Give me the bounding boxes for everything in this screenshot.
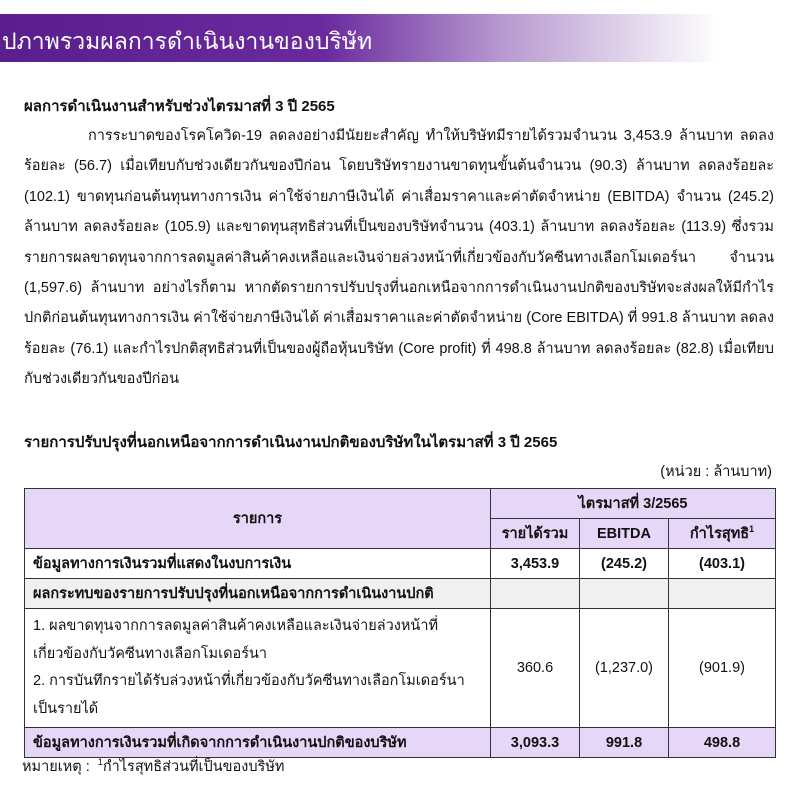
table-heading: รายการปรับปรุงที่นอกเหนือจากการดำเนินงานปกติของบริษัทในไตรมาสที่ 3 ปี 2565: [24, 434, 558, 451]
adjustment-item-2: 2. การบันทึกรายได้รับล่วงหน้าที่เกี่ยวข้องกับวัคซีนทางเลือกโมเดอร์นาเป็นรายได้: [33, 673, 465, 717]
col-item-header: รายการ: [25, 489, 491, 549]
col-revenue: รายได้รวม: [491, 519, 580, 549]
footnote: หมายเหตุ : $^1$กำไรสุทธิส่วนที่เป็นของบริษัท: [22, 757, 285, 775]
col-group-header: ไตรมาสที่ 3/2565: [491, 489, 776, 519]
section-heading: ผลการดำเนินงานสำหรับช่วงไตรมาสที่ 3 ปี 2565: [24, 98, 335, 115]
banner-title: ปภาพรวมผลการดำเนินงานของบริษัท: [2, 28, 373, 54]
col-net-profit: กำไรสุทธิ$^1$: [669, 519, 776, 549]
summary-paragraph: การระบาดของโรคโควิด-19 ลดลงอย่างมีนัยยะสำคัญ ทำให้บริษัทมีรายได้รวมจำนวน 3,453.9 ล้านบาท ลดลงร้อยละ (56.7) เมื่อเทียบกับช่วงเดียวกันของปีก่อน โดยบริษัทรายงานขาดทุนขั้นต้นจำนวน (90.3) ล้านบาท ลดลงร้อยละ (102.1) ขาดทุนก่อนต้นทุนทางการเงิน ค่าใช้จ่ายภาษีเงินได้ ค่าเสื่อมราคาและค่าตัดจำหน่าย (EBITDA) จำนวน (245.2) ล้านบาท ลดลงร้อยละ (105.9) และขาดทุนสุทธิส่วนที่เป็นของบริษัทจำนวน (403.1) ล้านบาท ลดลงร้อยละ (113.9) ซึ่งรวมรายการผลขาดทุนจากการลดมูลค่าสินค้าคงเหลือและเงินจ่ายล่วงหน้าที่เกี่ยวข้องกับวัคซีนทางเลือกโมเดอร์นา จำนวน (1,597.6) ล้านบาท อย่างไรก็ตาม หากตัดรายการปรับปรุงที่นอกเหนือจากการดำเนินงานปกติของบริษัทจะส่งผลให้มีกำไรปกติก่อนต้นทุนทางการเงิน ค่าใช้จ่ายภาษีเงินได้ ค่าเสื่อมราคาและค่าตัดจำหน่าย (Core EBITDA) ที่ 991.8 ล้านบาท ลดลงร้อยละ (76.1) และกำไรปกติสุทธิส่วนที่เป็นของผู้ถือหุ้นบริษัท (Core profit) ที่ 498.8 ล้านบาท ลดลงร้อยละ (82.8) เมื่อเทียบกับช่วงเดียวกันของปีก่อน: [24, 128, 774, 388]
adjustment-item-1: 1. ผลขาดทุนจากการลดมูลค่าสินค้าคงเหลือและเงินจ่ายล่วงหน้าที่เกี่ยวข้องกับวัคซีนทางเลือกโมเดอร์นา: [33, 618, 439, 662]
col-ebitda: EBITDA: [580, 519, 669, 549]
table-row: ผลกระทบของรายการปรับปรุงที่นอกเหนือจากการดำเนินงานปกติ: [25, 579, 776, 609]
unit-label: (หน่วย : ล้านบาท): [660, 464, 772, 480]
table-row-total: ข้อมูลทางการเงินรวมที่เกิดจากการดำเนินงานปกติของบริษัท 3,093.3 991.8 498.8: [25, 728, 776, 758]
table-row: ข้อมูลทางการเงินรวมที่แสดงในงบการเงิน 3,453.9 (245.2) (403.1): [25, 549, 776, 579]
adjustments-table: [24, 488, 776, 758]
table-row: 1. ผลขาดทุนจากการลดมูลค่าสินค้าคงเหลือและเงินจ่ายล่วงหน้าที่เกี่ยวข้องกับวัคซีนทางเลือกโมเดอร์นา 2. การบันทึกรายได้รับล่วงหน้าที่เกี่ยวข้องกับวัคซีนทางเลือกโมเดอร์นาเป็นรายได้ 360.6 (1,237.0) (901.9): [25, 609, 776, 728]
header-banner: [0, 14, 720, 62]
